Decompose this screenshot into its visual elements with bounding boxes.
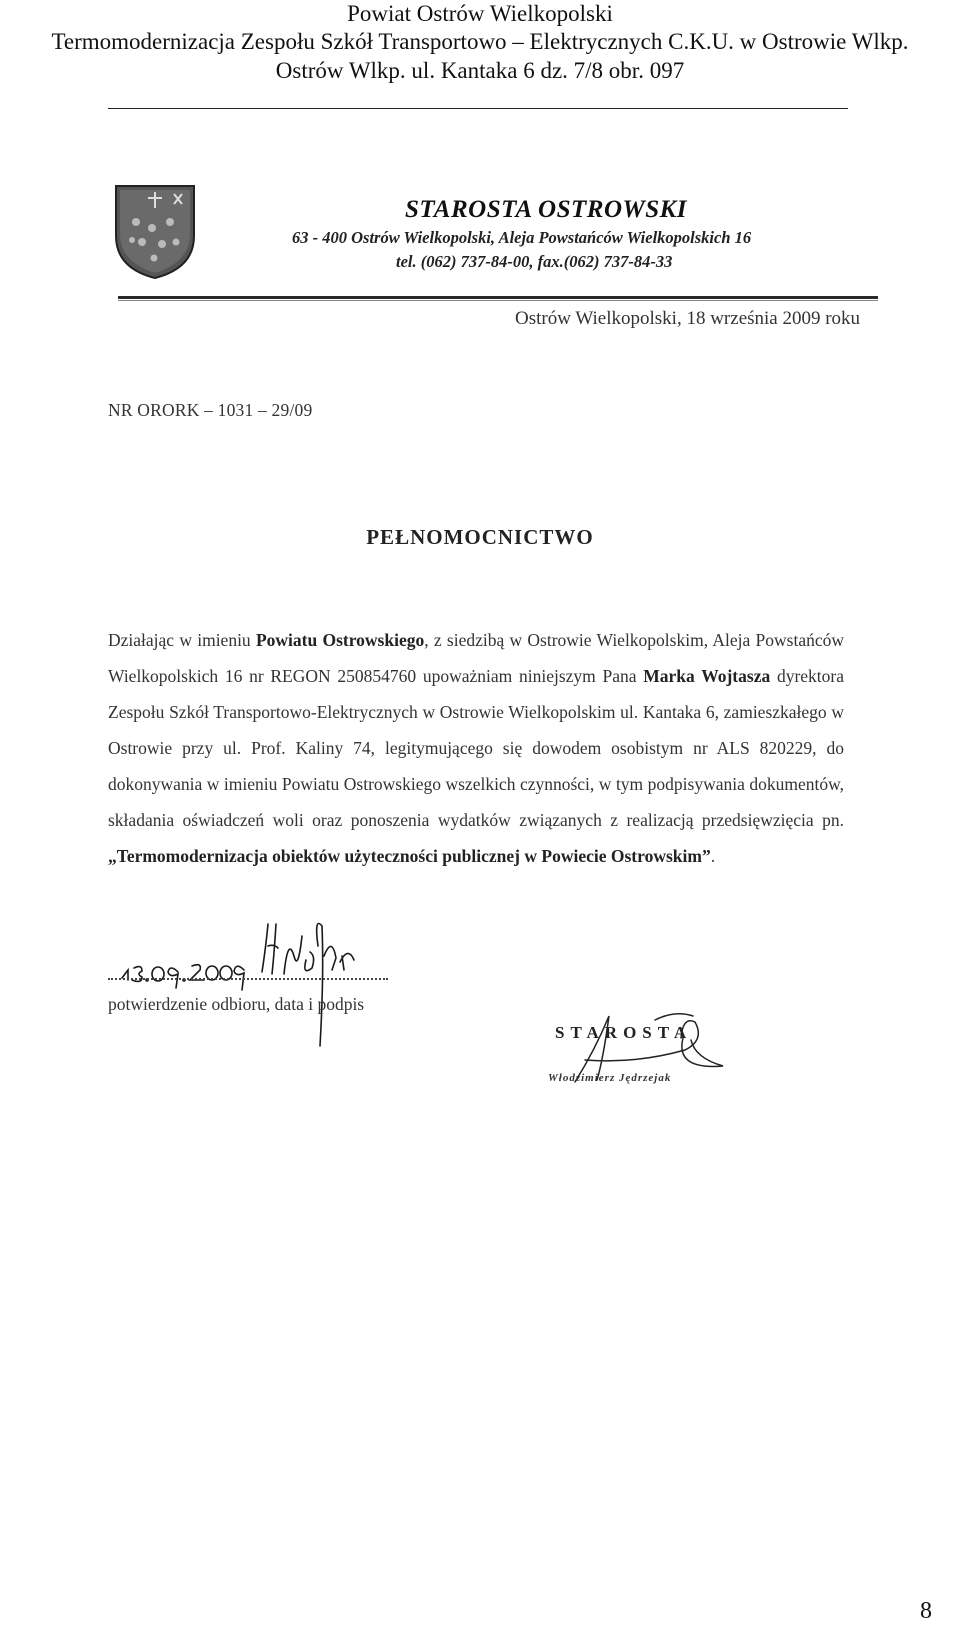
letterhead-divider-thin bbox=[118, 300, 878, 301]
document-title: PEŁNOMOCNICTWO bbox=[366, 525, 594, 549]
header-line-2: Termomodernizacja Zespołu Szkół Transportowo – Elektrycznych C.K.U. w Ostrowie Wlkp. bbox=[51, 29, 909, 54]
body-text-3: dyrektora Zespołu Szkół Transportowo-Elektrycznych w Ostrowie Wielkopolskim ul. Kantaka 6, zamieszkałego w Ostrowie przy ul. Prof. Kaliny 74, legitymującego się dowodem osobistym nr ALS 820229, do dokonywania w imieniu Powiatu Ostrowskiego wszelkich czynności, w tym podpisywania dokumentów, składania oświadczeń woli oraz ponoszenia wydatków związanych z realizacją przedsięwzięcia pn. bbox=[108, 666, 844, 830]
receipt-signature-line bbox=[108, 978, 388, 980]
letterhead-office: STAROSTA OSTROWSKI bbox=[405, 196, 688, 223]
header-line-3: Ostrów Wlkp. ul. Kantaka 6 dz. 7/8 obr. 097 bbox=[275, 58, 685, 83]
place-and-date: Ostrów Wielkopolski, 18 września 2009 roku bbox=[515, 308, 861, 329]
letterhead-divider bbox=[118, 296, 878, 299]
body-text-1: Działając w imieniu bbox=[108, 630, 256, 650]
coat-of-arms-icon bbox=[114, 184, 196, 280]
body-powiat-name: Powiatu Ostrowskiego bbox=[255, 630, 425, 650]
body-text-2: , z siedzibą w Ostrowie Wielkopolskim, Aleja Powstańców Wielkopolskich 16 nr REGON 250854760 upoważniam niniejszym Pana bbox=[108, 630, 844, 686]
letterhead-contact: tel. (062) 737-84-00, fax.(062) 737-84-33 bbox=[396, 252, 673, 271]
stamp-role: STAROSTA bbox=[555, 1023, 693, 1042]
letterhead-address: 63 - 400 Ostrów Wielkopolski, Aleja Powstańców Wielkopolskich 16 bbox=[292, 228, 752, 247]
authorization-body bbox=[108, 622, 844, 874]
reference-number: NR ORORK – 1031 – 29/09 bbox=[108, 400, 313, 420]
body-person-name: Marka Wojtasza bbox=[643, 666, 771, 686]
body-text-end: . bbox=[710, 846, 716, 866]
stamp-name: Włodzimierz Jędrzejak bbox=[548, 1072, 672, 1084]
receipt-label: potwierdzenie odbioru, data i podpis bbox=[108, 994, 365, 1014]
handwritten-signature bbox=[258, 916, 388, 1056]
header-divider bbox=[108, 108, 848, 109]
page-number: 8 bbox=[920, 1598, 932, 1624]
header-line-1: Powiat Ostrów Wielkopolski bbox=[347, 1, 613, 26]
body-project-name: „Termomodernizacja obiektów użyteczności publicznej w Powiecie Ostrowskim” bbox=[108, 846, 711, 866]
